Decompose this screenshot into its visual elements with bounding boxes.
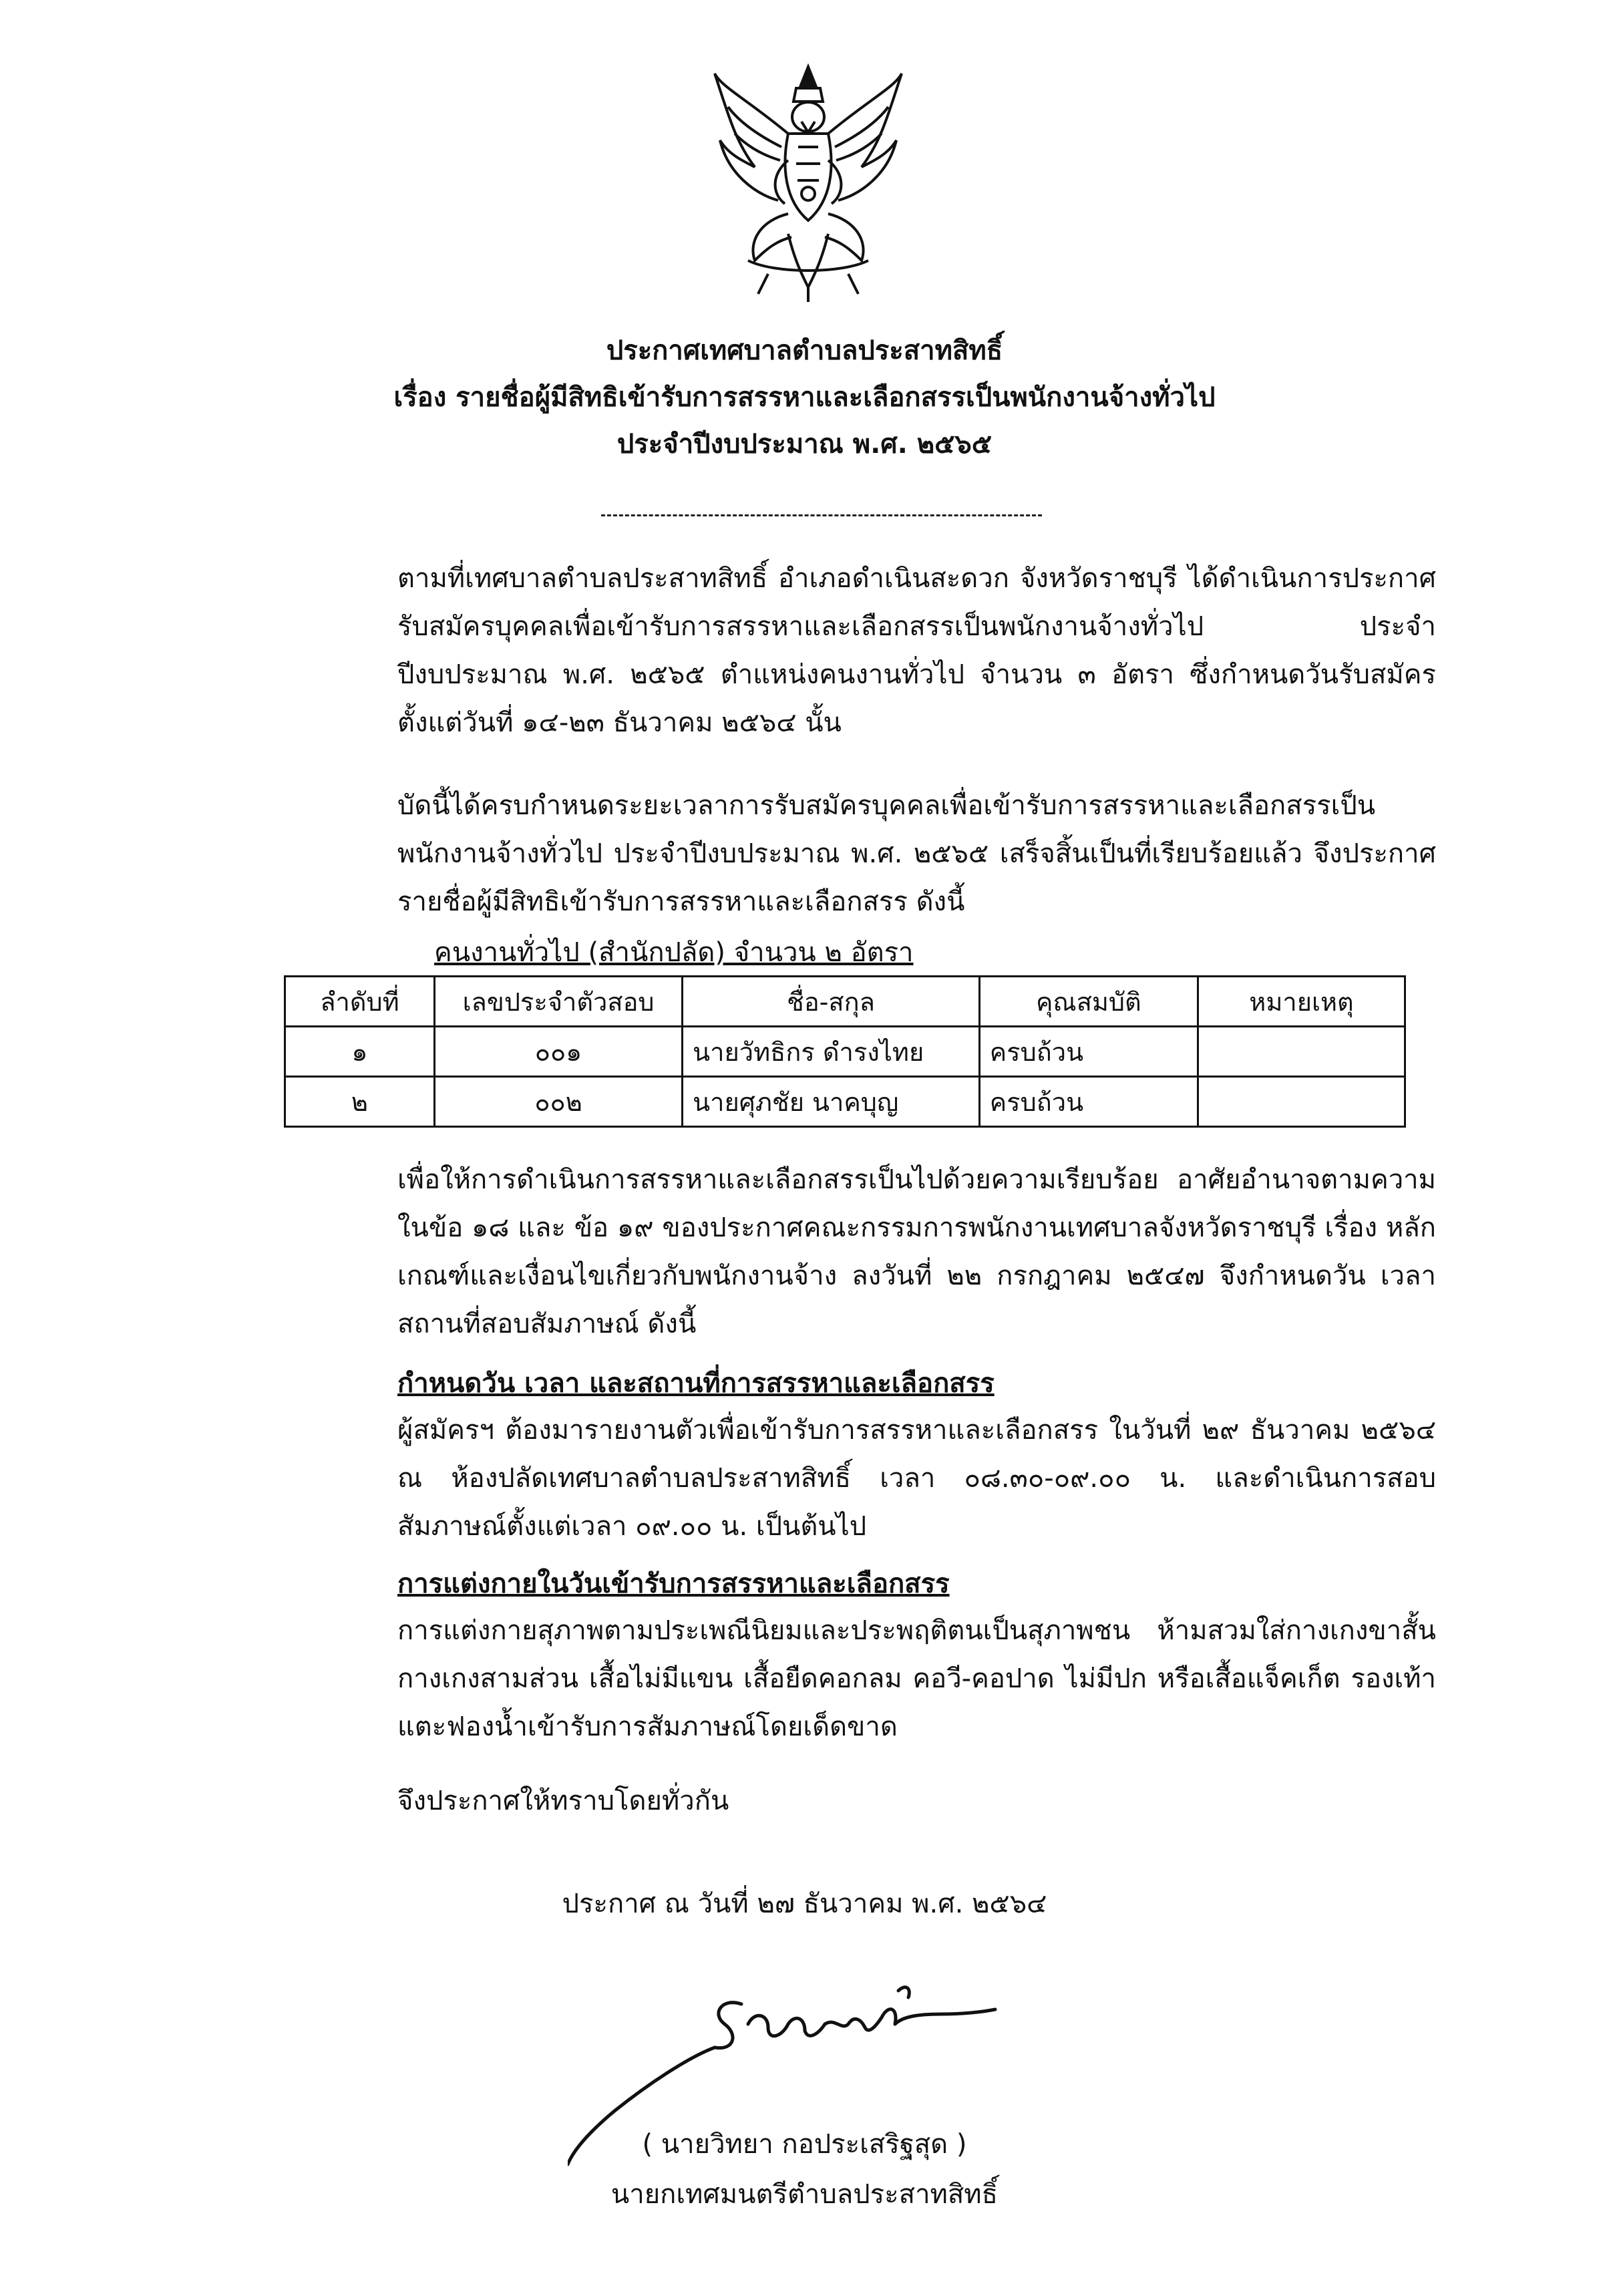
paragraph-1-text: ตามที่เทศบาลตำบลประสาทสิทธิ์ อำเภอดำเนินสะดวก จังหวัดราชบุรี ได้ดำเนินการประกาศรับสมัครบุคคลเพื่อเข้ารับการสรรหาและเลือกสรรเป็นพนักงานจ้างทั่วไป ประจำปีงบประมาณ พ.ศ. ๒๕๖๕ ตำแหน่งคนงานทั่วไป จำนวน ๓ อัตรา ซึ่งกำหนดวันรับสมัคร ตั้งแต่วันที่ ๑๔-๒๓ ธันวาคม ๒๕๖๔ นั้น <box>397 563 1436 738</box>
cell-exam-id: ๐๐๒ <box>434 1077 682 1127</box>
paragraph-5 <box>207 1607 1436 1751</box>
paragraph-4-text: ผู้สมัครฯ ต้องมารายงานตัวเพื่อเข้ารับการสรรหาและเลือกสรร ในวันที่ ๒๙ ธันวาคม ๒๕๖๔ ณ ห้องปลัดเทศบาลตำบลประสาทสิทธิ์ เวลา ๐๘.๓๐-๐๙.๐๐ น. และดำเนินการสอบสัมภาษณ์ตั้งแต่เวลา ๐๙.๐๐ น. เป็นต้นไป <box>397 1415 1436 1542</box>
table-row <box>285 1077 1405 1127</box>
header-line-1: ประกาศเทศบาลตำบลประสาทสิทธิ์ <box>606 335 1003 366</box>
header-divider <box>601 514 1042 516</box>
cell-name: นายศุภชัย นาคบุญ <box>683 1077 980 1127</box>
announcement-date: ประกาศ ณ วันที่ ๒๗ ธันวาคม พ.ศ. ๒๕๖๔ <box>562 1889 1047 1919</box>
garuda-emblem <box>708 60 908 307</box>
header-line-2: เรื่อง รายชื่อผู้มีสิทธิเข้ารับการสรรหาและเลือกสรรเป็นพนักงานจ้างทั่วไป <box>393 382 1216 413</box>
cell-name: นายวัทธิกร ดำรงไทย <box>683 1027 980 1077</box>
closing-text: จึงประกาศให้ทราบโดยทั่วกัน <box>397 1786 729 1816</box>
table-header-row <box>285 977 1405 1027</box>
signer-name: ( นายวิทยา กอประเสริฐสุด ) <box>642 2129 967 2160</box>
table-row <box>285 1027 1405 1077</box>
col-header-qualification: คุณสมบัติ <box>979 977 1198 1027</box>
cell-qualification: ครบถ้วน <box>979 1077 1198 1127</box>
paragraph-2 <box>207 782 1436 926</box>
col-header-remark: หมายเหตุ <box>1198 977 1405 1027</box>
cell-order: ๑ <box>285 1027 435 1077</box>
section-title-dress-code: การแต่งกายในวันเข้ารับการสรรหาและเลือกสรร <box>397 1569 950 1599</box>
cell-exam-id: ๐๐๑ <box>434 1027 682 1077</box>
cell-qualification: ครบถ้วน <box>979 1027 1198 1077</box>
paragraph-2-text: บัดนี้ได้ครบกำหนดระยะเวลาการรับสมัครบุคคลเพื่อเข้ารับการสรรหาและเลือกสรรเป็นพนักงานจ้างทั่วไป ประจำปีงบประมาณ พ.ศ. ๒๕๖๕ เสร็จสิ้นเป็นที่เรียบร้อยแล้ว จึงประกาศรายชื่อผู้มีสิทธิเข้ารับการสรรหาและเลือกสรร ดังนี้ <box>397 790 1436 917</box>
paragraph-3 <box>207 1156 1436 1348</box>
header-line-3: ประจำปีงบประมาณ พ.ศ. ๒๕๖๕ <box>616 429 993 460</box>
paragraph-1 <box>207 554 1436 747</box>
cell-order: ๒ <box>285 1077 435 1127</box>
candidate-table <box>284 975 1406 1128</box>
table-caption: คนงานทั่วไป (สำนักปลัด) จำนวน ๒ อัตรา <box>434 937 914 968</box>
col-header-name: ชื่อ-สกุล <box>683 977 980 1027</box>
paragraph-4 <box>207 1406 1436 1550</box>
cell-remark <box>1198 1027 1405 1077</box>
section-title-schedule: กำหนดวัน เวลา และสถานที่การสรรหาและเลือกสรร <box>397 1368 995 1399</box>
cell-remark <box>1198 1077 1405 1127</box>
paragraph-5-text: การแต่งกายสุภาพตามประเพณีนิยมและประพฤติตนเป็นสุภาพชน ห้ามสวมใส่กางเกงขาสั้น กางเกงสามส่วน เสื้อไม่มีแขน เสื้อยืดคอกลม คอวี-คอปาด ไม่มีปก หรือเสื้อแจ็คเก็ต รองเท้าแตะฟองน้ำเข้ารับการสัมภาษณ์โดยเด็ดขาด <box>397 1615 1436 1742</box>
announcement-header <box>0 327 1609 468</box>
signer-title: นายกเทศมนตรีตำบลประสาทสิทธิ์ <box>610 2179 999 2210</box>
col-header-order: ลำดับที่ <box>285 977 435 1027</box>
closing-statement <box>207 1777 1436 1825</box>
paragraph-3-text: เพื่อให้การดำเนินการสรรหาและเลือกสรรเป็นไปด้วยความเรียบร้อย อาศัยอำนาจตามความในข้อ ๑๘ และ ข้อ ๑๙ ของประกาศคณะกรรมการพนักงานเทศบาลจังหวัดราชบุรี เรื่อง หลักเกณฑ์และเงื่อนไขเกี่ยวกับพนักงานจ้าง ลงวันที่ ๒๒ กรกฎาคม ๒๕๔๗ จึงกำหนดวัน เวลา สถานที่สอบสัมภาษณ์ ดังนี้ <box>397 1164 1436 1339</box>
col-header-exam-id: เลขประจำตัวสอบ <box>434 977 682 1027</box>
